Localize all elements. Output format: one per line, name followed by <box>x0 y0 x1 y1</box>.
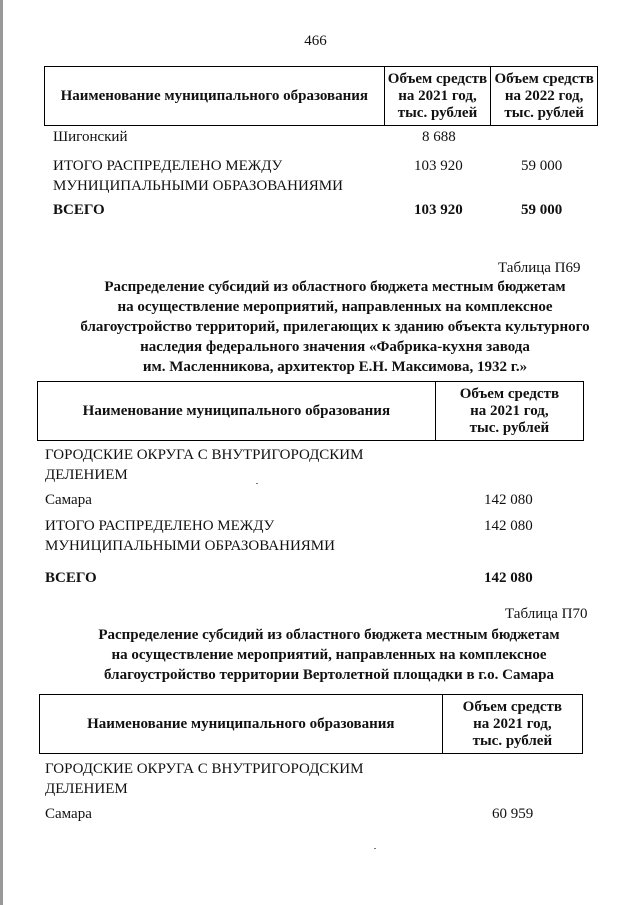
header-2022-column: Объем средств на 2022 год, тыс. рублей <box>491 67 598 126</box>
header-2021-column: Объем средств на 2021 год, тыс. рублей <box>384 67 491 126</box>
table70-title: Распределение субсидий из областного бюджета местным бюджетам на осуществление мероприятий, направленных на комплексное благоустройство территории Вертолетной площадки в г.о. Самара <box>98 627 560 683</box>
table70-label: Таблица П70 <box>505 606 588 622</box>
table69-header <box>37 381 584 441</box>
page-number: 466 <box>304 33 327 49</box>
header-2021-column: Объем средств на 2021 год, тыс. рублей <box>435 382 583 441</box>
table69-subtotal-name: ИТОГО РАСПРЕДЕЛЕНО МЕЖДУ МУНИЦИПАЛЬНЫМИ ОБРАЗОВАНИЯМИ <box>45 518 335 554</box>
table70-row-value: 60 959 <box>492 806 534 822</box>
table1-row-name: Шигонский <box>53 129 128 145</box>
table70-header <box>39 694 583 754</box>
table69-row-name: Самара <box>45 492 92 508</box>
table69-total-label: ВСЕГО <box>45 570 97 586</box>
table69-total-value: 142 080 <box>484 570 533 586</box>
table1-header <box>44 66 598 126</box>
table1-total-2021: 103 920 <box>414 202 463 218</box>
header-name-column: Наименование муниципального образования <box>45 67 385 126</box>
table70-group-name: ГОРОДСКИЕ ОКРУГА С ВНУТРИГОРОДСКИМ ДЕЛЕНИЕМ <box>45 761 364 797</box>
header-name-column: Наименование муниципального образования <box>38 382 436 441</box>
table1-row-value-2021: 8 688 <box>422 129 456 145</box>
header-2021-column: Объем средств на 2021 год, тыс. рублей <box>442 695 582 754</box>
table69-title: Распределение субсидий из областного бюджета местным бюджетам на осуществление мероприятий, направленных на комплексное благоустройство территорий, прилегающих к зданию объекта культурного наследия федерального значения «Фабрика-кухня завода им. Масленникова, архитектор Е.Н. Максимова, 1932 г.» <box>80 279 590 375</box>
scan-edge <box>0 0 3 905</box>
table69-row-value: 142 080 <box>484 492 533 508</box>
table1-row-value-2022: 59 000 <box>521 158 563 174</box>
table70-row-name: Самара <box>45 806 92 822</box>
table1-row-name: ИТОГО РАСПРЕДЕЛЕНО МЕЖДУ МУНИЦИПАЛЬНЫМИ ОБРАЗОВАНИЯМИ <box>53 158 343 194</box>
table69-label: Таблица П69 <box>498 260 581 276</box>
table1-total-2022: 59 000 <box>521 202 563 218</box>
table1-row-value-2021: 103 920 <box>414 158 463 174</box>
scan-speck <box>256 483 258 484</box>
scan-speck <box>374 848 376 849</box>
table69-subtotal-value: 142 080 <box>484 518 533 534</box>
table69-group-name: ГОРОДСКИЕ ОКРУГА С ВНУТРИГОРОДСКИМ ДЕЛЕНИЕМ <box>45 447 364 483</box>
header-name-column: Наименование муниципального образования <box>40 695 443 754</box>
table1-total-label: ВСЕГО <box>53 202 105 218</box>
